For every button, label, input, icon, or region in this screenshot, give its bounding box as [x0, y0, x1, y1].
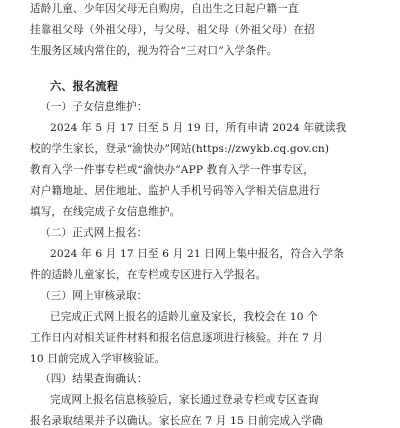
- section-heading: 六、报名流程: [50, 80, 119, 93]
- step1-line-4: 对户籍地址、居住地址、监护人手机号码等入学相关信息进行: [30, 185, 321, 197]
- step2-line-1: 2024 年 6 月 17 日至 6 月 21 日网上集中报名，符合入学条: [50, 248, 344, 260]
- step1-line-3: 教育入学一件事专栏或“渝快办”APP 教育入学一件事专区，: [30, 164, 315, 176]
- intro-line-1: 适龄儿童、少年因父母无自购房，自出生之日起户籍一直: [30, 3, 299, 15]
- step4-line-1: 完成网上报名信息核验后，家长通过登录专栏或专区查询: [50, 394, 319, 406]
- step1-line-1: 2024 年 5 月 17 日至 5 月 19 日，所有申请 2024 年就读我: [50, 122, 347, 134]
- step4-line-2: 报名录取结果并予以确认。家长应在 7 月 15 日前完成入学确: [30, 415, 323, 427]
- step3-heading: （三）网上审核录取：: [40, 290, 148, 302]
- step1-heading: （一）子女信息维护：: [40, 101, 148, 113]
- intro-line-3: 生服务区域内常住的，视为符合“三对口”入学条件。: [30, 45, 278, 57]
- intro-line-2: 挂靠祖父母（外祖父母），与父母、祖父母（外祖父母）在招: [30, 24, 315, 36]
- website-link[interactable]: https://zwykb.cq.gov.cn: [195, 143, 325, 155]
- step3-line-2: 工作日内对相关证件材料和报名信息逐项进行核验。并在 7 月: [30, 332, 324, 344]
- step2-line-2: 件的适龄儿童家长，在专栏或专区进行入学报名。: [30, 269, 267, 281]
- step1-line-2: [30, 142, 329, 156]
- step4-heading: （四）结果查询确认：: [40, 373, 148, 385]
- step1-line-2-close: ): [324, 143, 330, 155]
- step3-line-3: 10 日前完成入学审核验证。: [30, 353, 166, 365]
- step3-line-1: 已完成正式网上报名的适龄儿童及家长，我校会在 10 个: [50, 311, 318, 323]
- step1-line-2-text: 校的学生家长，登录“渝快办”网站(: [30, 143, 196, 155]
- step2-heading: （二）正式网上报名：: [40, 227, 148, 239]
- step1-line-5: 填写，在线完成子女信息维护。: [30, 206, 181, 218]
